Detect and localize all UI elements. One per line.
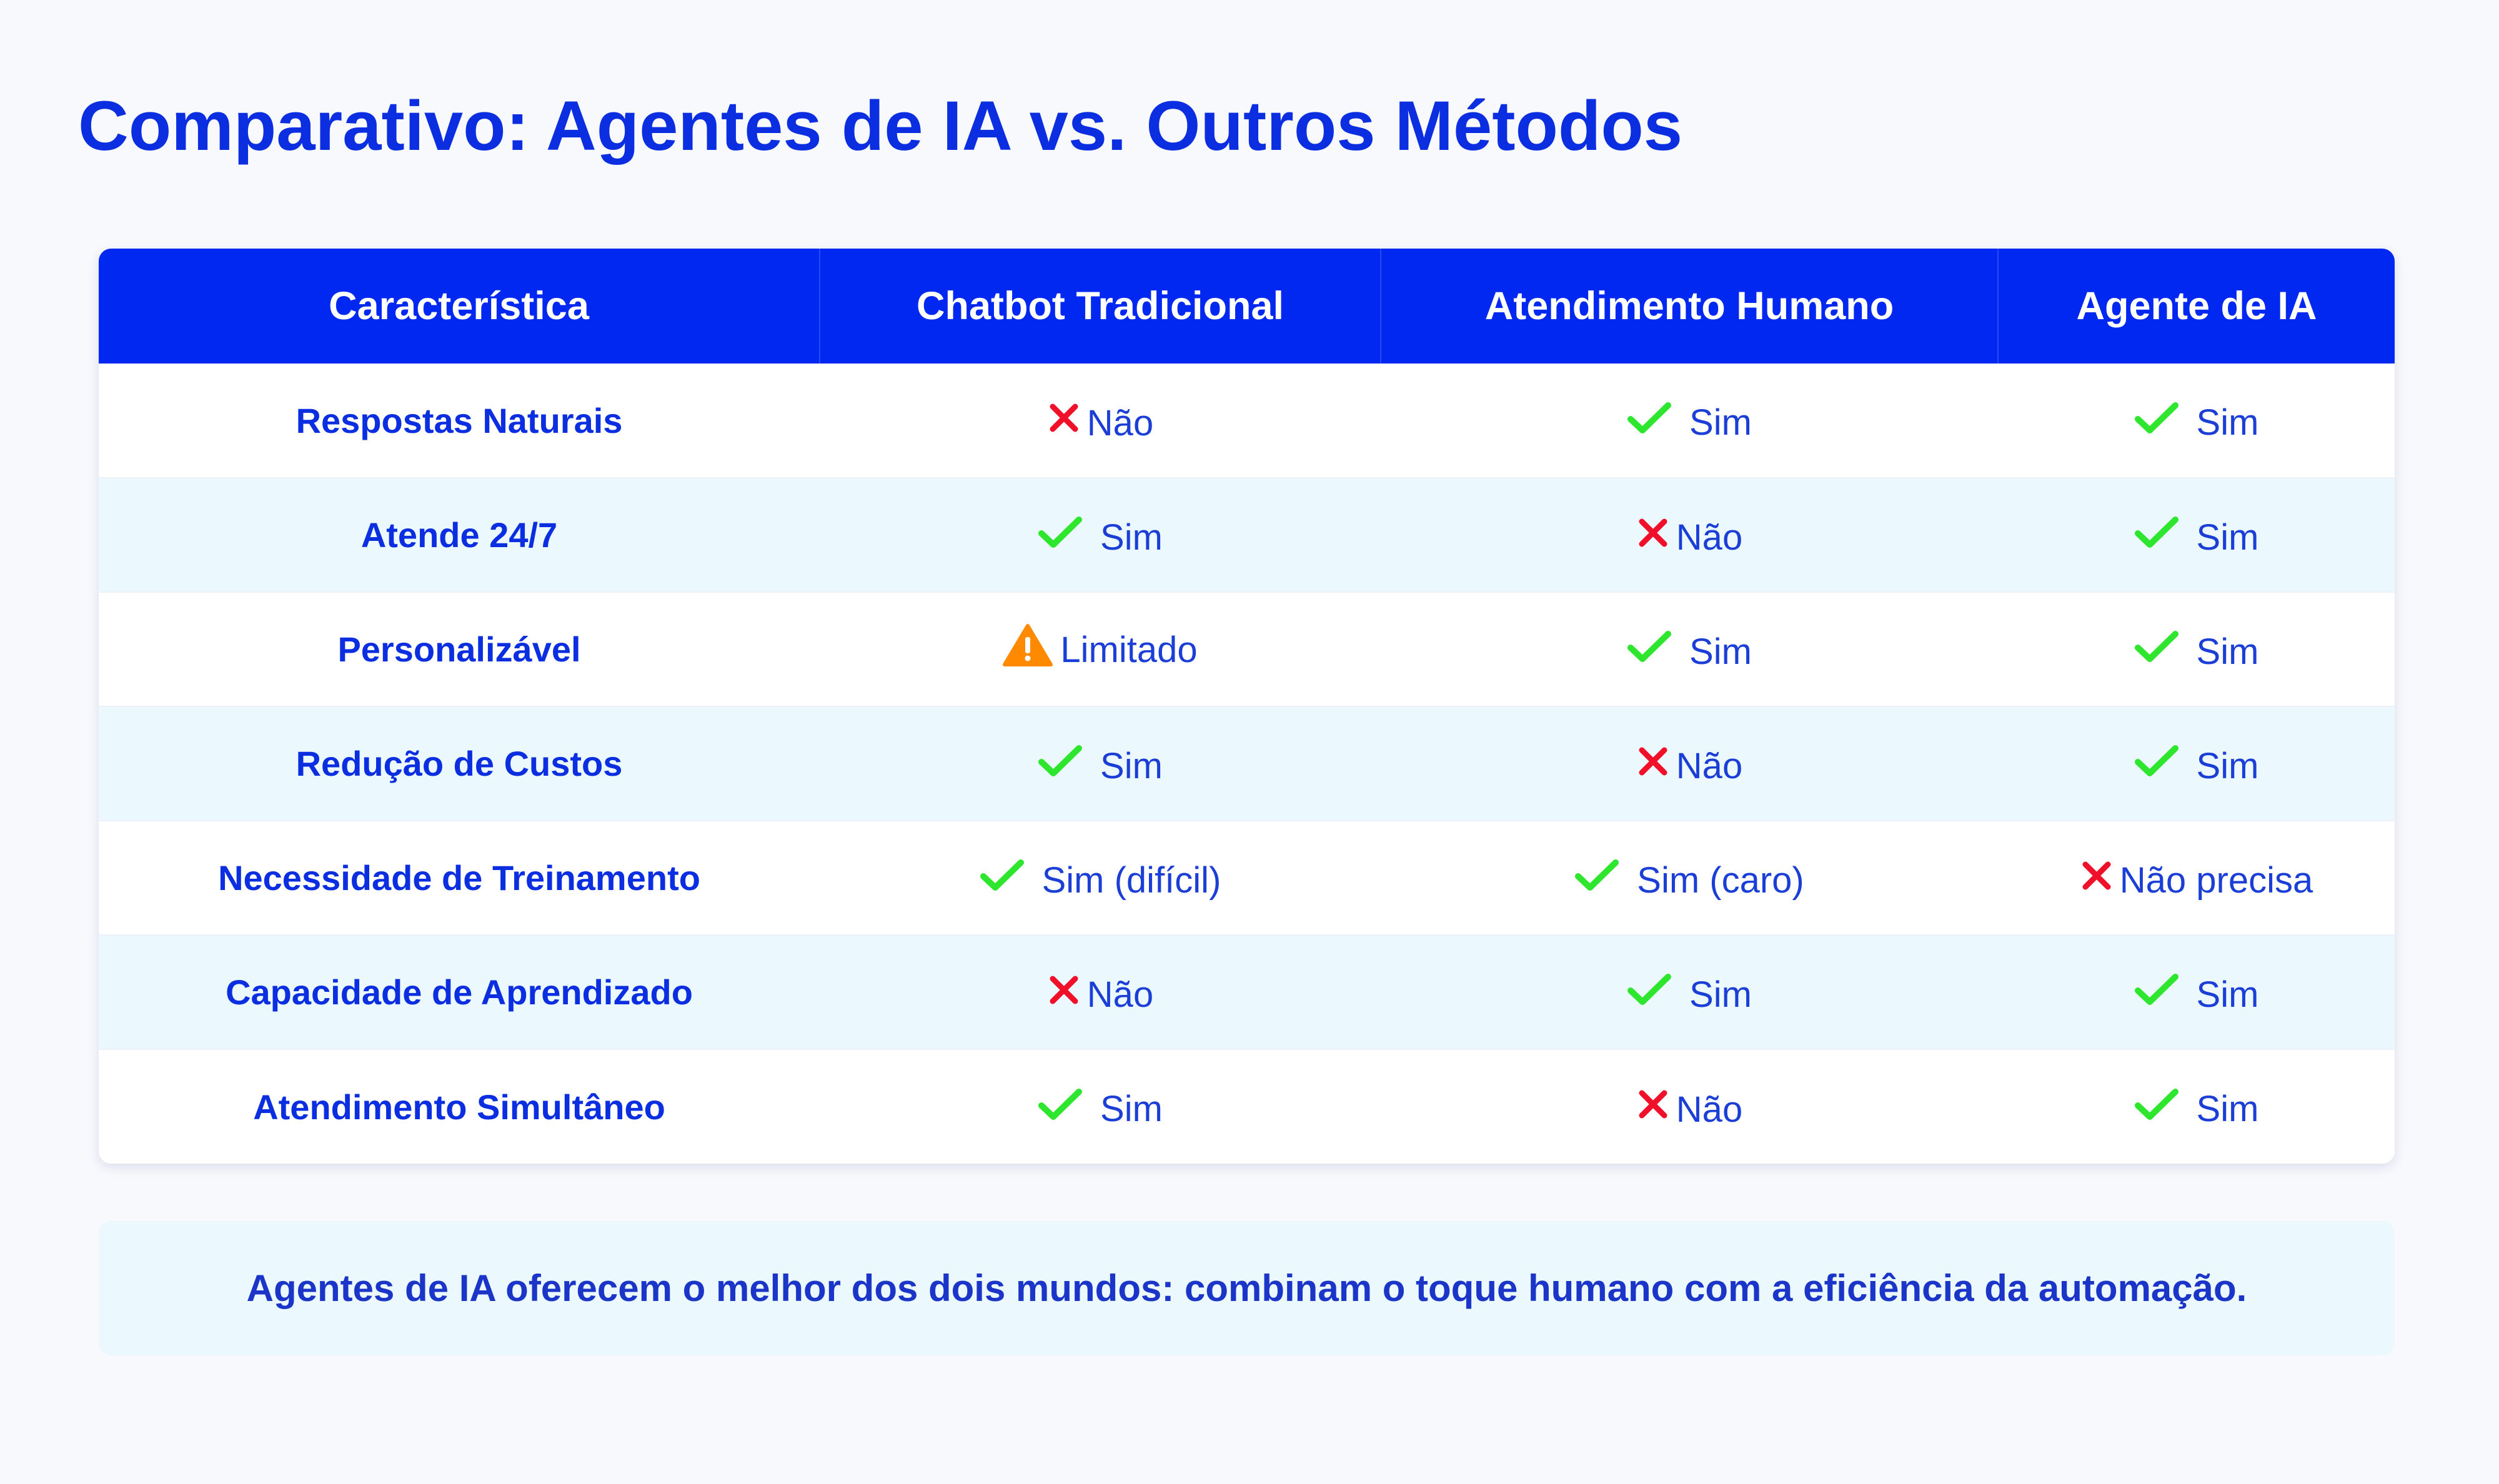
comparison-table-card	[99, 249, 2395, 1164]
cross-icon	[1636, 516, 1670, 550]
check-icon	[1574, 858, 1619, 893]
human-cell	[1381, 706, 1998, 821]
chatbot-cell	[820, 821, 1381, 935]
table-row	[99, 592, 2395, 706]
ai-agent-cell	[1998, 821, 2395, 935]
cell-value: Limitado	[1060, 630, 1198, 670]
check-icon	[2134, 1087, 2179, 1122]
header-ai-agent: Agente de IA	[2076, 284, 2317, 328]
cell-value: Sim	[2196, 517, 2259, 558]
cross-icon	[1047, 973, 1081, 1007]
check-icon	[2134, 743, 2179, 778]
table-row	[99, 935, 2395, 1049]
feature-label: Necessidade de Treinamento	[99, 821, 820, 935]
table-row	[99, 706, 2395, 821]
cell-value: Sim	[2196, 402, 2259, 443]
chatbot-cell	[820, 706, 1381, 821]
warning-icon	[1003, 623, 1053, 667]
check-icon	[1038, 1087, 1083, 1122]
check-icon	[1038, 743, 1083, 778]
ai-agent-cell	[1998, 706, 2395, 821]
check-icon	[1038, 515, 1083, 550]
feature-label: Respostas Naturais	[296, 400, 623, 440]
table-header	[99, 249, 2395, 364]
check-icon	[2134, 400, 2179, 435]
table-body	[99, 364, 2395, 1164]
cell-value: Sim	[1100, 745, 1163, 786]
table-row	[99, 821, 2395, 935]
page-title: Comparativo: Agentes de IA vs. Outros Métodos	[78, 87, 1683, 165]
table-row	[99, 1049, 2395, 1164]
cell-value: Sim	[2196, 745, 2259, 786]
header-row	[99, 249, 2395, 364]
ai-agent-cell	[1998, 592, 2395, 706]
cell-value: Não	[1086, 402, 1154, 443]
chatbot-cell	[820, 478, 1381, 592]
cross-icon	[1636, 1087, 1670, 1121]
header-human: Atendimento Humano	[1381, 249, 1998, 364]
feature-label: Redução de Custos	[99, 706, 820, 821]
check-icon	[1627, 972, 1672, 1007]
cross-icon	[1047, 401, 1081, 435]
header-chatbot: Chatbot Tradicional	[820, 249, 1381, 364]
feature-label: Atende 24/7	[99, 478, 820, 592]
check-icon	[1627, 400, 1672, 435]
check-icon	[2134, 515, 2179, 550]
check-icon	[2134, 629, 2179, 664]
cell-value: Sim	[1100, 517, 1163, 558]
check-icon	[2134, 972, 2179, 1007]
ai-agent-cell	[1998, 364, 2395, 478]
human-cell	[1381, 364, 1998, 478]
cell-value: Sim	[2196, 631, 2259, 672]
ai-agent-cell	[1998, 478, 2395, 592]
cell-value: Não precisa	[2119, 860, 2313, 901]
chatbot-cell	[820, 592, 1381, 706]
chatbot-cell	[820, 1049, 1381, 1164]
feature-label: Capacidade de Aprendizado	[99, 935, 820, 1049]
table-row	[99, 478, 2395, 592]
ai-agent-cell	[1998, 1049, 2395, 1164]
cell-value: Sim	[1100, 1089, 1163, 1130]
cell-value: Não	[1676, 517, 1743, 558]
cell-value: Sim (caro)	[1637, 859, 1804, 901]
cell-value: Não	[1086, 974, 1154, 1016]
human-cell	[1381, 592, 1998, 706]
comparison-table	[99, 249, 2395, 1164]
cell-value: Sim	[2196, 974, 2259, 1015]
feature-label: Atendimento Simultâneo	[99, 1049, 820, 1164]
human-cell	[1381, 478, 1998, 592]
cell-value: Sim (difícil)	[1041, 859, 1221, 901]
check-icon	[980, 858, 1025, 893]
human-cell	[1381, 821, 1998, 935]
human-cell	[1381, 1049, 1998, 1164]
conclusion-text: Agentes de IA oferecem o melhor dos dois mundos: combinam o toque humano com a eficiência da automação.	[246, 1267, 2247, 1309]
cross-icon	[1636, 744, 1670, 778]
cross-icon	[2080, 859, 2114, 893]
table-row	[99, 364, 2395, 478]
ai-agent-cell	[1998, 935, 2395, 1049]
conclusion-box	[99, 1221, 2395, 1355]
cell-value: Não	[1676, 746, 1743, 787]
cell-value: Sim	[2196, 1089, 2259, 1130]
chatbot-cell	[820, 935, 1381, 1049]
chatbot-cell	[820, 364, 1381, 478]
cell-value: Não	[1676, 1089, 1743, 1130]
cell-value: Sim	[1689, 631, 1752, 672]
header-feature: Característica	[99, 249, 820, 364]
check-icon	[1627, 629, 1672, 664]
human-cell	[1381, 935, 1998, 1049]
cell-value: Sim	[1689, 974, 1752, 1015]
feature-label: Personalizável	[99, 592, 820, 706]
cell-value: Sim	[1689, 402, 1752, 443]
